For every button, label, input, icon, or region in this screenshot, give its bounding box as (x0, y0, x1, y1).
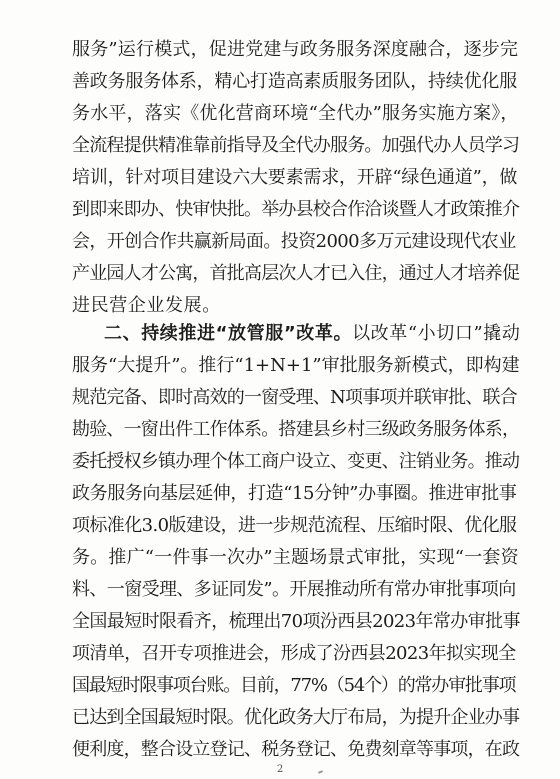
paragraph-1-line-6: 到即来即办、快审快批。举办县校合作洽谈暨人才政策推介 (72, 199, 520, 220)
paragraph-2-line-6: 项标准化3.0版建设，进一步规范流程、压缩时限、优化服 (72, 515, 517, 536)
section-2-heading: 二、持续推进“放管服”改革。 (104, 323, 353, 344)
paragraph-2-line-10: 项清单，召开专项推进会，形成了汾西县2023年拟实现全 (72, 643, 516, 664)
paragraph-1-line-9: 进民营企业发展。 (72, 295, 221, 316)
section-2-first-line-rest: 以改革“小切口”撬动 (352, 323, 521, 344)
paragraph-1-line-8: 产业园人才公寓，首批高层次人才已入住，通过人才培养促 (72, 263, 520, 284)
paragraph-2-line-12: 已达到全国最短时限。优化政务大厅布局，为提升企业办事 (72, 707, 520, 728)
paragraph-2-line-13: 便利度，整合设立登记、税务登记、免费刻章等事项，在政 (72, 739, 520, 760)
paragraph-1-line-5: 培训，针对项目建设六大要素需求，开辟“绿色通道”，做 (72, 167, 518, 188)
paragraph-2-line-2: 规范完备、即时高效的一窗受理、N项事项并联审批、联合 (72, 387, 517, 408)
paragraph-1-line-3: 务水平，落实《优化营商环境“全代办”服务实施方案》， (72, 103, 519, 124)
paragraph-2-line-9: 全国最短时限看齐，梳理出70项汾西县2023年常办审批事 (72, 611, 520, 632)
paragraph-2-line-11: 国最短时限事项台账。目前，77%（54个）的常办审批事项 (72, 675, 516, 696)
page-number: 2 (276, 764, 284, 775)
paragraph-1-line-7: 会，开创合作共赢新局面。投资2000多万元建设现代农业 (72, 231, 516, 252)
paragraph-2-line-7: 务。推广“一件事一次办”主题场景式审批，实现“一套资 (72, 547, 519, 568)
section-2-first-line (104, 322, 520, 346)
paragraph-1-line-4: 全流程提供精准靠前指导及全代办服务。加强代办人员学习 (72, 135, 520, 156)
paragraph-2-line-5: 政务服务向基层延伸，打造“15分钟”办事圈。推进审批事 (72, 483, 517, 504)
paragraph-1-line-2: 善政务服务体系，精心打造高素质服务团队，持续优化服 (72, 71, 517, 92)
paragraph-2-line-3: 勘验、一窗出件工作体系。搭建县乡村三级政务服务体系， (72, 419, 520, 440)
paragraph-2-line-1: 服务“大提升”。推行“1+N+1”审批服务新模式，即构建 (72, 355, 520, 376)
paragraph-2-line-8: 料、一窗受理、多证同发”。开展推动所有常办审批事项向 (72, 579, 516, 600)
paragraph-1-line-1: 服务”运行模式，促进党建与政务服务深度融合，逐步完 (72, 39, 519, 60)
paragraph-2-line-4: 委托授权乡镇办理个体工商户设立、变更、注销业务。推动 (72, 451, 520, 472)
